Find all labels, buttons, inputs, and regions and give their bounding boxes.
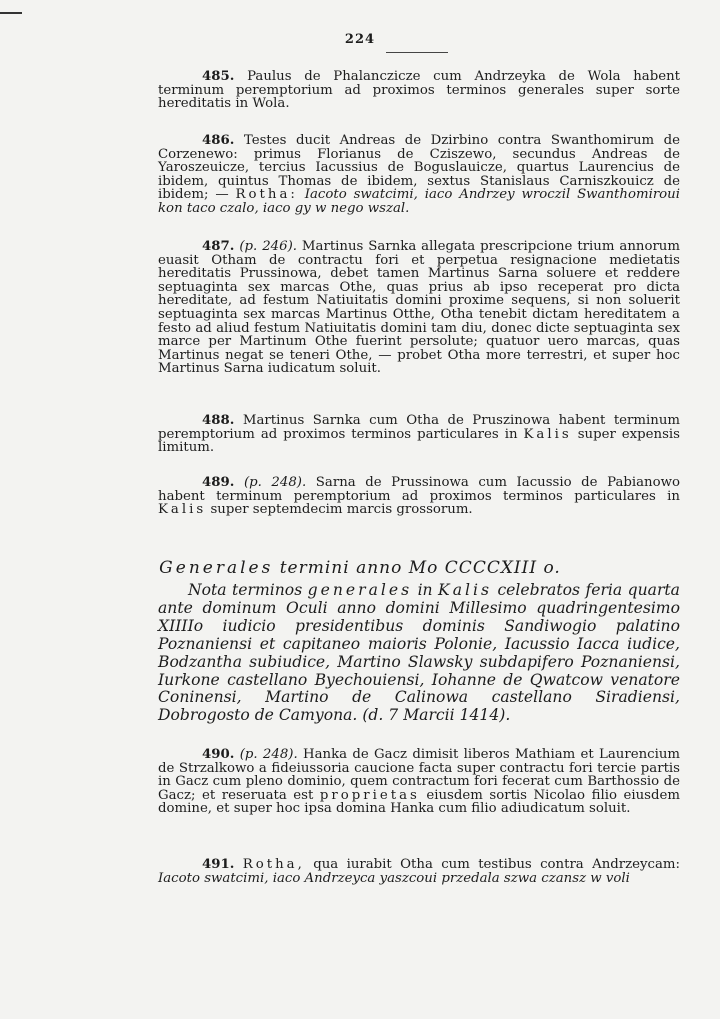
nota-start: Nota terminos [188,581,303,599]
spaced-word: proprietas [319,787,420,803]
entry-text: qua iurabit Otha cum testibus contra Andrzeycam: [313,857,680,872]
entry-487 [158,240,680,376]
section-heading [0,558,720,578]
page-number-rule [386,52,448,53]
nota-in: in [417,581,433,599]
spaced-word: Rotha, [242,857,305,872]
entry-490 [158,748,680,816]
entry-489 [158,476,680,517]
nota-paragraph [158,582,680,725]
spaced-word: generales [307,581,413,599]
spaced-word: Kalis [523,426,572,442]
page-reference: (p. 246). [239,239,297,254]
heading-rest: termini anno Mo CCCCXIII o. [279,558,561,578]
entry-text-end: super expensis limitum. [158,426,680,456]
entry-text: Testes ducit Andreas de Dzirbino contra Swanthomirum de Corzenewo: primus Florianus de Cziszewo, secundus Andreas de Yaroszeuicze, tercius Iacussius de Boguslauicze, quartus Laurencius de ibidem, quintus Thomas de ibidem, sextus Stanislaus Carniszkouicz de ibidem; — [158,133,680,203]
oath-text: Iacoto swatcimi, iaco Andrzeyca yaszcoui przedala szwa czansz w voli [158,870,630,886]
entry-number: 491. [202,857,235,872]
entry-text: Hanka de Gacz dimisit liberos Mathiam et Laurencium de Strzalkowo a fideiussoria caucione facta super contractu fori tercie partis in Gacz cum pleno dominio, quem contractum fori fecerat cum Barthossio de Gacz; et reseruata est [158,747,681,803]
entry-491 [158,858,680,885]
entry-number: 489. [202,475,235,490]
entry-number: 485. [202,69,235,84]
entry-text: Martinus Sarnka allegata prescripcione trium annorum euasit Otham de contractu fori et perpetua resignacione medietatis hereditatis Prussinowa, debet tamen Martinus Sarna soluere et reddere septuaginta sex marcas Othe, quas prius ab ipso receperat pro dicta hereditate, ad festum Natiuitatis domini proxime sequens, si non soluerit septuaginta sex marcas Martinus Otthe, Otha tenebit dictam hereditatem a festo ad aliud festum Natiuitatis domini tam diu, donec dicte septuaginta sex marce per Martinum Othe fuerint persolute; quatuor uero marcas, quas Martinus negat se teneri Othe, — probet Otha more terrestri, et super hoc Martinus Sarna iudicatum soluit. [158,239,680,377]
entry-text: Paulus de Phalanczicze cum Andrzeyka de Wola habent terminum peremptorium ad proximos terminos generales super sorte hereditatis in Wola. [158,69,681,112]
oath-text: Iacoto swatcimi, iaco Andrzey wroczil Swanthomiroui kon taco czalo, iaco gy w nego wszal. [158,187,681,216]
entry-text: Sarna de Prussinowa cum Iacussio de Pabianowo habent terminum peremptorium ad proximos terminos particulares in [158,475,681,504]
entry-486 [158,134,680,216]
spaced-word: Rotha: [235,187,298,203]
page-reference: (p. 248). [239,747,298,762]
entry-number: 486. [202,133,235,148]
page-reference: (p. 248). [243,475,307,490]
page-number: 224 [344,32,376,47]
entry-488 [158,414,680,455]
spaced-word: Kalis [438,581,492,599]
entry-number: 487. [202,239,235,254]
entry-number: 490. [202,747,235,762]
entry-485 [158,70,680,111]
page-edge-mark [0,12,22,14]
spaced-word: Kalis [158,502,207,518]
nota-body: celebratos feria quarta ante dominum Oculi anno domini Millesimo quadringentesimo XIIIIo iudicio presidentibus dominis Sandiwogio palatino Poznaniensi et capitaneo maioris Polonie, Iacussio Iacca iudice, Bodzantha subiudice, Martino Slawsky subdapifero Poznaniensi, Iurkone castellano Byechouiensi, Iohanne de Qwatcow venatore Coninensi, Martino de Calinowa castellano Siradiensi, Dobrogosto de Camyona. (d. 7 Marcii 1414). [158,581,680,725]
entry-text-end: eiusdem sortis Nicolao filio eiusdem domine, et super hoc ipsa domina Hanka cum filio adiudicatum soluit. [158,787,680,817]
heading-spaced-word: Generales [159,558,274,578]
entry-text-end: super septemdecim marcis grossorum. [210,502,473,518]
entry-number: 488. [202,413,235,428]
entry-text: Martinus Sarnka cum Otha de Pruszinowa habent terminum peremptorium ad proximos terminos particulares in [158,413,680,442]
